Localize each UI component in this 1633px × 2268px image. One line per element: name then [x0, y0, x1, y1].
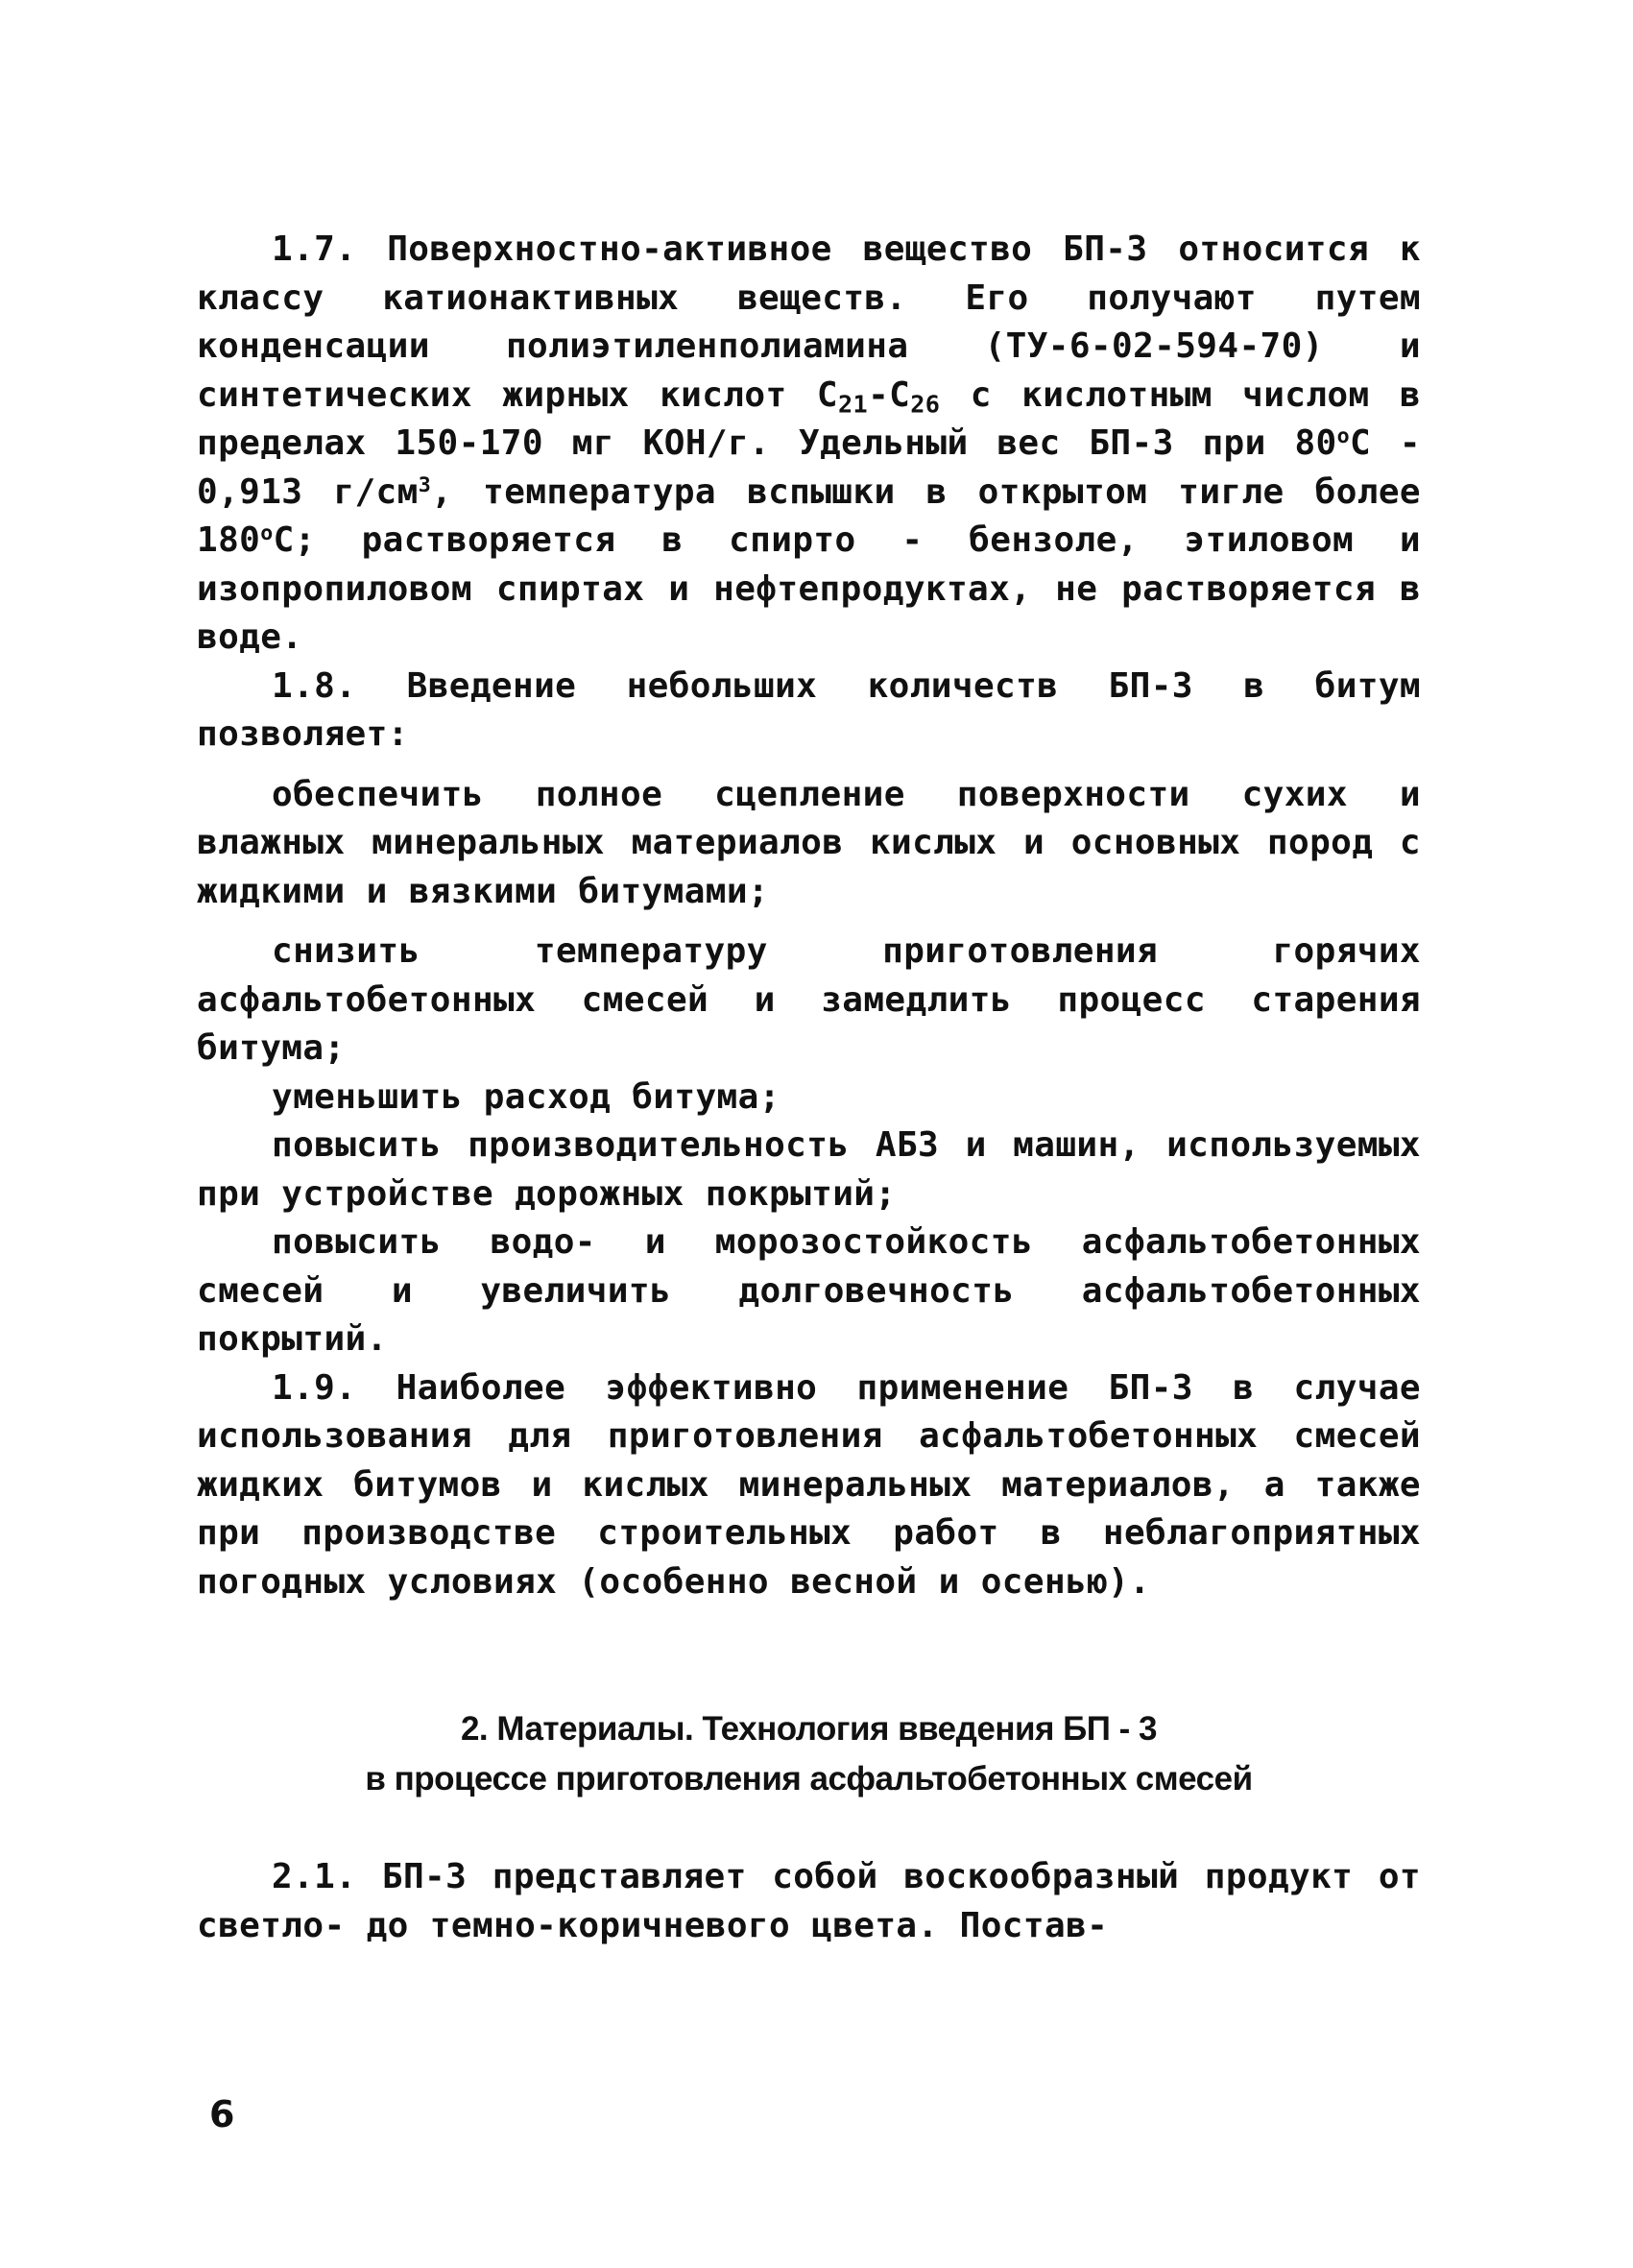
list-item-3: уменьшить расход битума;	[272, 1076, 780, 1117]
subscript-21: 21	[837, 389, 869, 418]
p1-7-tail: С; растворяется в спирто - бензоле, этиловом и изопропиловом спиртах и нефтепродуктах, не растворяется в воде.	[197, 520, 1421, 657]
degree-sign-2: о	[260, 521, 274, 546]
list-item-4: повысить производительность АБЗ и машин, используемых при устройстве дорожных покрытий;	[197, 1125, 1421, 1214]
section-2-text	[197, 1853, 1421, 1950]
subscript-26: 26	[910, 389, 941, 418]
section-1-text	[197, 226, 1421, 1606]
list-item-5: повысить водо- и морозостойкость асфальтобетонных смесей и увеличить долговечность асфальтобетонных покрытий.	[197, 1222, 1421, 1359]
heading-line-2: в процессе приготовления асфальтобетонных смесей	[365, 1760, 1253, 1798]
list-item-2: снизить температуру приготовления горячих асфальтобетонных смесей и замедлить процесс старения битума;	[197, 931, 1421, 1068]
page-number: 6	[209, 2093, 235, 2135]
paragraph-2-1: 2.1. БП-3 представляет собой воскообразный продукт от светло- до темно-коричневого цвета. Постав-	[197, 1857, 1421, 1945]
p1-7-mid2: с кислотным числом в пределах 150-170 мг КОН/г. Удельный вес БП-3 при 80	[197, 374, 1421, 463]
heading-line-1: 2. Материалы. Технология введения БП - 3	[460, 1710, 1158, 1748]
p1-7-mid1: -С	[868, 374, 911, 415]
list-item-1: обеспечить полное сцепление поверхности сухих и влажных минеральных материалов кислых и основных пород с жидкими и вязкими битумами;	[197, 774, 1421, 911]
paragraph-1-9: 1.9. Наиболее эффективно применение БП-3 в случае использования для приготовления асфальтобетонных смесей жидких битумов и кислых минеральных материалов, а также при производстве строительных работ в неблагоприятных погодных условиях (особенно весной и осенью).	[197, 1367, 1421, 1602]
p1-7-mid4: , температура вспышки в открытом тигле более 180	[197, 471, 1421, 560]
section-2-heading	[197, 1704, 1421, 1804]
p1-7-lead: 1.7. Поверхностно-активное вещество БП-3 относится к классу катионактивных веществ. Его получают путем конденсации полиэтиленполиамина (ТУ-6-02-594-70) и синтетических жирных кислот С	[197, 229, 1421, 415]
paragraph-1-8: 1.8. Введение небольших количеств БП-3 в битум позволяет:	[197, 665, 1421, 754]
cube-superscript: 3	[418, 472, 432, 497]
paragraph-1-7	[197, 226, 1421, 663]
degree-sign-1: о	[1336, 424, 1351, 449]
p1-7-mid3: С - 0,913 г/см	[197, 423, 1422, 512]
